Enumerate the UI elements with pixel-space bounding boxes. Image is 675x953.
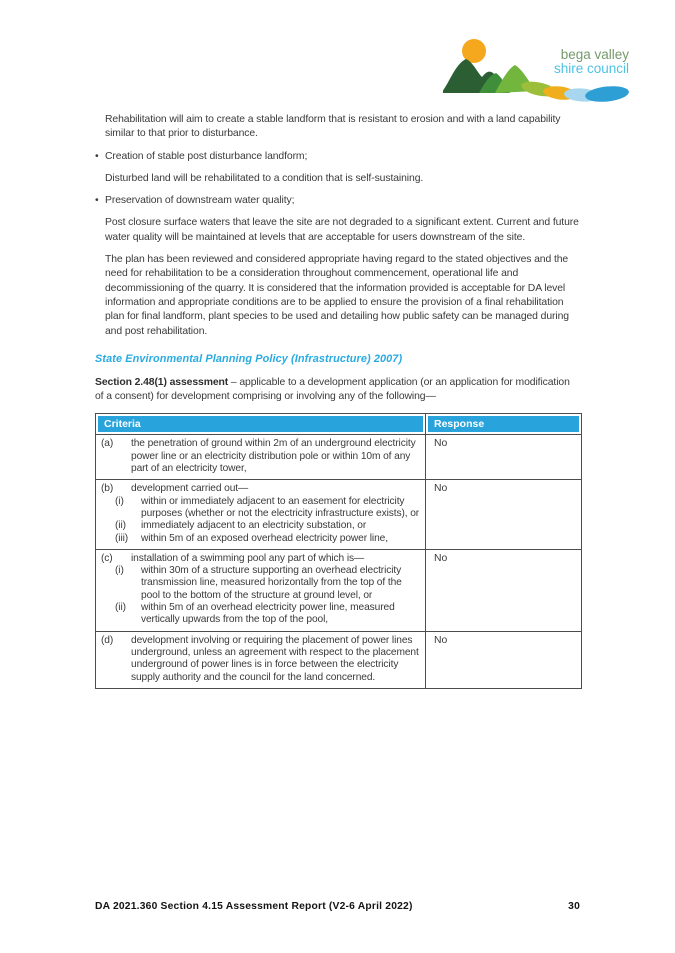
- paragraph-plan-review: The plan has been reviewed and considered appropriate having regard to the stated objectives and the need for rehabilitation to be a consideration throughout commencement, operational life and decommissioning of the quarry. It is considered that the information provided is acceptable for DA level information and appropriate conditions are to be applied to ensure the provision of a final rehabilitation plan for final landform, plant species to be used and detailing how public safety can be managed during and post rehabilitation.: [105, 254, 569, 337]
- row-a-id: (a): [101, 438, 114, 450]
- row-b-id: (b): [101, 483, 114, 495]
- table-header-criteria: Criteria: [96, 414, 426, 435]
- paragraph-rehabilitation: Rehabilitation will aim to create a stable landform that is resistant to erosion and with a land capability similar to that prior to disturbance.: [105, 114, 561, 140]
- logo-text-line2: shire council: [553, 61, 629, 76]
- page-body: [95, 113, 581, 689]
- logo-text-line1: bega valley: [560, 47, 629, 62]
- assessment-table: [95, 413, 582, 688]
- bullet-item-text: Preservation of downstream water quality;: [105, 195, 295, 207]
- row-c-id: (c): [101, 552, 113, 564]
- council-logo: [443, 36, 633, 104]
- row-b-subitem-iii: [115, 533, 420, 545]
- page-footer: [95, 901, 580, 912]
- table-header-row: [96, 414, 582, 435]
- paragraph-disturbed-land: Disturbed land will be rehabilitated to a condition that is self-sustaining.: [105, 172, 424, 184]
- row-a-text: the penetration of ground within 2m of an underground electricity power line or an electricity distribution pole or within 10m of any part of an electricity tower,: [131, 438, 416, 475]
- bullet-item-landform: [95, 150, 581, 164]
- table-row-b: [96, 480, 582, 549]
- section-248-intro: [95, 376, 581, 405]
- section-248-title: Section 2.48(1) assessment: [95, 376, 229, 388]
- subitem-number: (i): [115, 495, 124, 507]
- subitem-text: within 5m of an overhead electricity power line, measured vertically upwards from the top of the pool,: [141, 602, 395, 626]
- subitem-number: (iii): [115, 532, 129, 544]
- row-b-subitem-ii: [115, 520, 420, 532]
- subitem-text: within or immediately adjacent to an easement for electricity purposes (whether or not the electricity infrastructure exists), or: [141, 495, 420, 519]
- row-c-subitem-ii: [115, 602, 420, 627]
- bullet-icon: •: [95, 195, 99, 207]
- section-248-text: – applicable to a development application (or an application for modification of a consent) for development comprising or involving any of the following—: [95, 376, 570, 403]
- subitem-number: (ii): [115, 520, 126, 532]
- row-c-text: installation of a swimming pool any part of which is—: [131, 552, 365, 564]
- table-row-a: [96, 435, 582, 480]
- subitem-number: (ii): [115, 602, 126, 614]
- sepp-heading: State Environmental Planning Policy (Infrastructure) 2007): [95, 352, 403, 365]
- table-row-d: [96, 631, 582, 688]
- paragraph-post-closure: Post closure surface waters that leave the site are not degraded to a significant extent. Current and future water quality will be maintained at levels that are acceptable for users downstream of the site.: [105, 217, 579, 243]
- row-d-response: No: [426, 631, 582, 688]
- subitem-number: (i): [115, 565, 124, 577]
- row-d-text: development involving or requiring the placement of power lines underground, unless an agreement with respect to the placement underground of power lines is in force between the electricity supply authority and the council for the land concerned.: [131, 634, 419, 683]
- row-b-text: development carried out—: [131, 483, 249, 495]
- row-c-subitem-i: [115, 565, 420, 602]
- subitem-text: immediately adjacent to an electricity substation, or: [141, 520, 367, 532]
- row-c-response: No: [426, 549, 582, 631]
- bullet-item-text: Creation of stable post disturbance landform;: [105, 150, 308, 162]
- row-b-response: No: [426, 480, 582, 549]
- bullet-item-water-quality: [95, 194, 581, 208]
- row-d-id: (d): [101, 634, 114, 646]
- subitem-text: within 30m of a structure supporting an overhead electricity transmission line, measured horizontally from the top of the pool to the bottom of the structure at ground level, or: [141, 565, 402, 601]
- footer-page-number: 30: [568, 901, 580, 912]
- table-header-response: Response: [426, 414, 582, 435]
- bullet-icon: •: [95, 150, 99, 162]
- subitem-text: within 5m of an exposed overhead electricity power line,: [141, 532, 388, 544]
- footer-report-title: DA 2021.360 Section 4.15 Assessment Report (V2-6 April 2022): [95, 901, 413, 912]
- row-a-response: No: [426, 435, 582, 480]
- table-row-c: [96, 549, 582, 631]
- row-b-subitem-i: [115, 496, 420, 521]
